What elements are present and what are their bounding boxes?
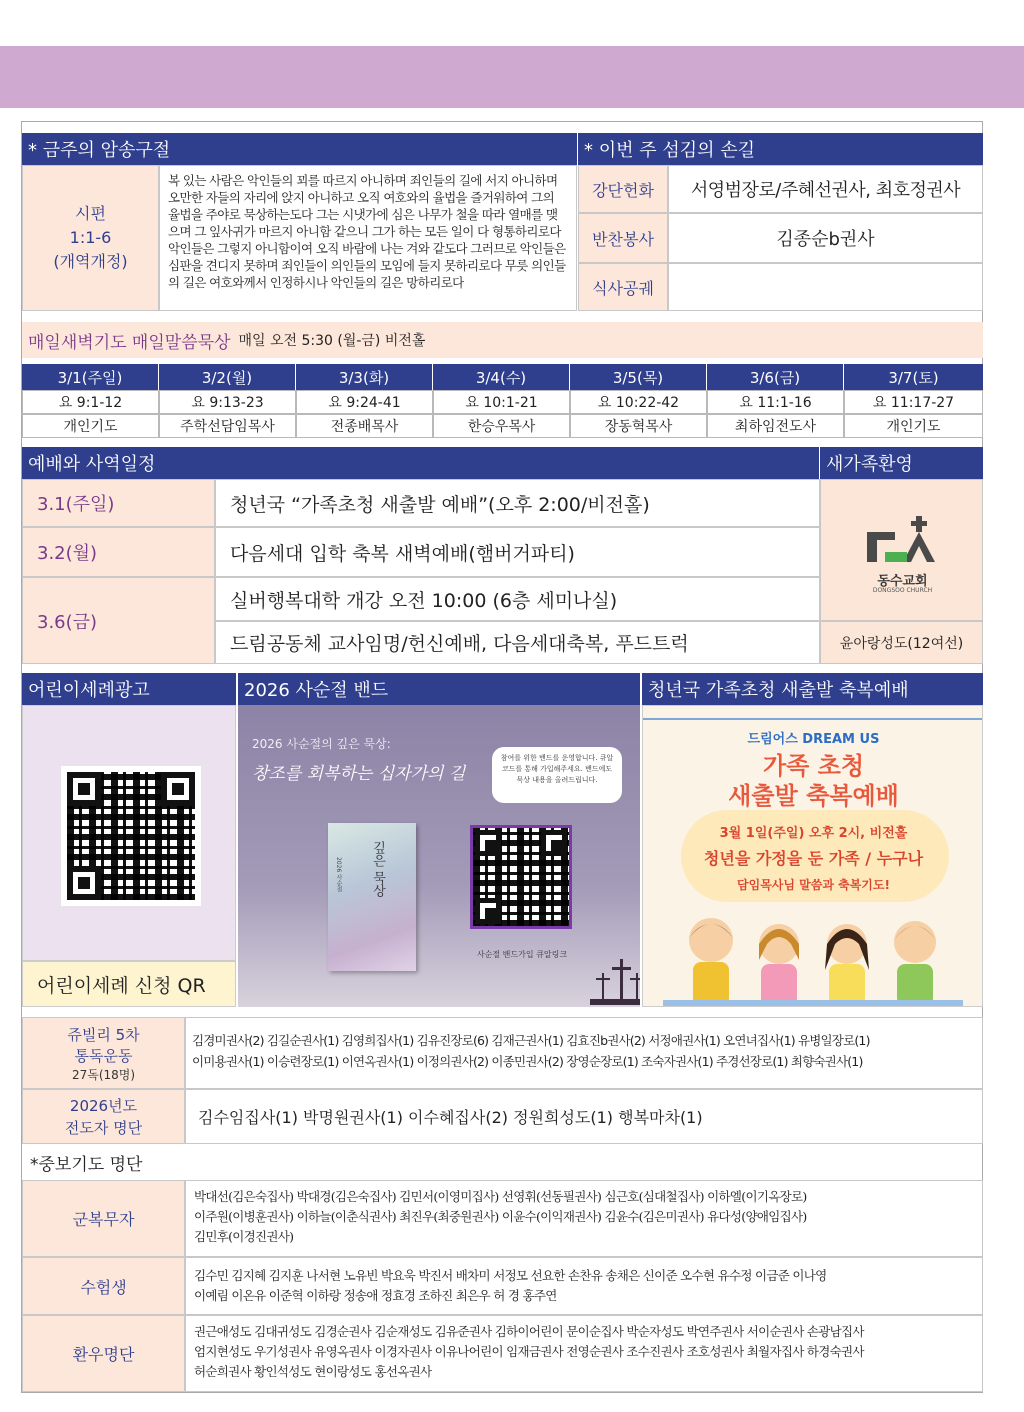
church-logo-text: 동수교회 (877, 574, 928, 589)
schedule-date: 3.1(주일) (22, 479, 215, 527)
intercession-label: 수험생 (22, 1257, 185, 1315)
band-title-small: 2026 사순절의 깊은 묵상: (252, 737, 391, 751)
dawn-date: 3/2(월) (159, 364, 296, 390)
youth-title2: 새출발 축복예배 (728, 782, 899, 810)
verse-ref-book: 시편 (75, 204, 106, 223)
youth-target: 청년을 가정을 둔 가족 / 누구나 (703, 849, 924, 868)
dawn-date: 3/6(금) (707, 364, 844, 390)
dawn-passage-row (22, 390, 983, 414)
youth-title1: 가족 초청 (762, 752, 865, 780)
schedule-event: 드림공동체 교사임명/헌신예배, 다음세대축복, 푸드트럭 (215, 621, 820, 664)
dawn-leader: 한승우목사 (433, 414, 570, 438)
service-label-sidedish: 반찬봉사 (578, 213, 668, 263)
band-speech-bubble: 참여를 위한 밴드를 운영합니다. 큐알코드를 통해 가입해주세요. 밴드에도 묵상 내용을 올려드립니다. (492, 747, 622, 803)
service-header: * 이번 주 섬김의 손길 (578, 133, 983, 165)
verse-ref-version: (개역개정) (53, 252, 128, 271)
youth-brand: 드림어스 DREAM US (747, 732, 880, 747)
dawn-passage: 요 9:1-12 (22, 390, 159, 414)
dawn-leader: 주학선담임목사 (159, 414, 296, 438)
schedule-date: 3.6(금) (22, 577, 215, 664)
band-qr-caption: 사순절 밴드가입 큐알링크 (476, 950, 568, 959)
dawn-leader: 최하임전도사 (707, 414, 844, 438)
intercession-line: 이주원(이병훈권사) 이하늘(이춘식권사) 최진우(최중원권사) 이윤수(이익재권사) 김윤수(김은미권사) 유다성(양애임집사) (194, 1209, 807, 1224)
intercession-line: 권근애성도 김대귀성도 김경순권사 김순재성도 김유준권사 김하이어린이 문이순집사 박순자성도 박연주권사 서이순권사 손광남집사 (194, 1324, 864, 1339)
evangelist-label-1: 2026년도 (69, 1096, 138, 1115)
band-panel (238, 705, 640, 1007)
band-header: 2026 사순절 밴드 (238, 673, 640, 705)
band-title-big: 창조를 회복하는 십자가의 길 (252, 764, 466, 784)
verse-ref-chapter: 1:1-6 (69, 228, 112, 247)
jubilee-line: 이미용권사(1) 이승련장로(1) 이연옥권사(1) 이정의권사(2) 이종민권사(2) 장영순장로(1) 조숙자권사(1) 주경선장로(1) 최향숙권사(1) (192, 1054, 863, 1069)
newfamily-header: 새가족환영 (820, 447, 983, 479)
dawn-passage: 요 11:1-16 (707, 390, 844, 414)
intercession-label: 환우명단 (22, 1315, 185, 1392)
intercession-line: 허순희권사 황인석성도 현이랑성도 홍선옥권사 (194, 1364, 432, 1379)
evangelist-label (22, 1089, 185, 1144)
youth-message: 담임목사님 말씀과 축복기도! (737, 878, 890, 892)
poster-top-border (643, 718, 983, 720)
verse-reference (22, 165, 159, 311)
service-label-flowers: 강단헌화 (578, 165, 668, 213)
intercession-names (185, 1315, 983, 1392)
band-book-year: 2026 사순절 (335, 857, 342, 893)
intercession-line: 엄지현성도 우기성권사 유영옥권사 이경자권사 이유나어린이 임재금권사 전영순권사 조수진권사 조호성권사 최월자집사 하경숙권사 (194, 1344, 864, 1359)
dawn-leader: 개인기도 (22, 414, 159, 438)
intercession-names (185, 1180, 983, 1257)
schedule-date: 3.2(월) (22, 527, 215, 577)
verse-text: 복 있는 사람은 악인들의 꾀를 따르지 아니하며 죄인들의 길에 서지 아니하며 오만한 자들의 자리에 앉지 아니하고 오직 여호와의 율법을 즐거워하여 그의 율법을 주야로 묵상하는도다 그는 시냇가에 심은 나무가 철을 따라 열매를 맺으며 그 잎사귀가 마르지 아니함 같으니 그가 하는 모든 일이 다 형통하리로다 악인들은 그렇지 아니함이여 오직 바람에 나는 겨와 같도다 그러므로 악인들은 심판을 견디지 못하며 죄인들이 의인들의 모임에 들지 못하리로다 무릇 의인들의 길은 여호와께서 인정하시나 악인들의 길은 망하리로다 (159, 165, 577, 311)
dawn-prayer-banner (22, 322, 983, 358)
youth-time: 3월 1일(주일) 오후 2시, 비전홀 (719, 826, 908, 841)
baptism-panel (22, 705, 236, 961)
schedule-header: 예배와 사역일정 (22, 447, 819, 479)
intercession-names (185, 1257, 983, 1315)
jubilee-label-3: 27독(18명) (71, 1067, 136, 1082)
dawn-date: 3/3(화) (296, 364, 433, 390)
intercession-line: 이예림 이온유 이준혁 이하랑 정송애 정효경 조하진 최은우 허 경 홍주연 (194, 1288, 557, 1303)
service-label-meal: 식사공궤 (578, 263, 668, 311)
schedule-event: 실버행복대학 개강 오전 10:00 (6층 세미나실) (215, 577, 820, 621)
crosses-icon (590, 955, 640, 1005)
jubilee-label (22, 1017, 185, 1089)
youth-poster (642, 705, 983, 1007)
schedule-event: 청년국 “가족초청 새출발 예배”(오후 2:00/비전홀) (215, 479, 820, 527)
dawn-passage: 요 10:1-21 (433, 390, 570, 414)
dawn-leader-row (22, 414, 983, 438)
baptism-caption: 어린이세례 신청 QR (22, 961, 236, 1007)
youth-header: 청년국 가족초청 새출발 축복예배 (642, 673, 983, 705)
children-illustration-icon (663, 910, 963, 1006)
dawn-subtitle: 매일 오전 5:30 (월-금) 비전홀 (238, 333, 426, 349)
verse-header: * 금주의 암송구절 (22, 133, 577, 165)
dawn-passage: 요 10:22-42 (570, 390, 707, 414)
band-qr-code[interactable] (470, 825, 572, 929)
baptism-qr-code[interactable] (61, 766, 201, 906)
jubilee-label-2: 통독운동 (74, 1046, 133, 1065)
service-value-sidedish: 김종순b권사 (668, 213, 983, 263)
dawn-leader: 개인기도 (844, 414, 983, 438)
dawn-date-row (22, 364, 983, 390)
dawn-table (22, 364, 983, 438)
dawn-passage: 요 11:17-27 (844, 390, 983, 414)
service-value-meal (668, 263, 983, 311)
dawn-passage: 요 9:24-41 (296, 390, 433, 414)
evangelist-label-2: 전도자 명단 (64, 1118, 143, 1137)
dawn-date: 3/5(목) (570, 364, 707, 390)
jubilee-label-1: 쥬빌리 5차 (67, 1025, 140, 1044)
intercession-line: 김민후(이경진권사) (194, 1229, 294, 1244)
intercession-label: 군복무자 (22, 1180, 185, 1257)
dawn-passage: 요 9:13-23 (159, 390, 296, 414)
jubilee-names (185, 1017, 983, 1089)
dawn-date: 3/4(수) (433, 364, 570, 390)
top-banner (0, 46, 1024, 108)
dawn-date: 3/7(토) (844, 364, 983, 390)
intercession-header: *중보기도 명단 (30, 1155, 143, 1175)
dawn-date: 3/1(주일) (22, 364, 159, 390)
evangelist-names: 김수임집사(1) 박명원권사(1) 이수혜집사(2) 정원희성도(1) 행복마차(1) (185, 1089, 983, 1144)
dawn-title: 매일새벽기도 매일말씀묵상 (28, 332, 231, 353)
dawn-leader: 장동혁목사 (570, 414, 707, 438)
newfamily-logo-box (820, 479, 983, 621)
schedule-event: 다음세대 입학 축복 새벽예배(햄버거파티) (215, 527, 820, 577)
church-logo-icon (863, 514, 943, 566)
jubilee-line: 김경미권사(2) 김길순권사(1) 김영희집사(1) 김유진장로(6) 김재근권사(1) 김효진b권사(2) 서정애권사(1) 오연녀집사(1) 유병일장로(1) (192, 1033, 870, 1048)
intercession-line: 김수민 김지혜 김지훈 나서현 노유빈 박요욱 박진서 배차미 서정모 선요한 손찬유 송채은 신이준 오수현 유수정 이금준 이나영 (194, 1268, 827, 1283)
newfamily-name: 윤아랑성도(12여선) (820, 621, 983, 664)
dawn-leader: 전종배목사 (296, 414, 433, 438)
band-book-title: 깊은 묵상 (370, 841, 385, 898)
service-value-flowers: 서영범장로/주혜선권사, 최호정권사 (668, 165, 983, 213)
intercession-line: 박대선(김은숙집사) 박대경(김은숙집사) 김민서(이영미집사) 선영휘(선동필권사) 심근호(심대철집사) 이하엘(이기옥장로) (194, 1189, 807, 1204)
band-book-cover (328, 823, 416, 971)
church-logo-subtext: DONGSOO CHURCH (872, 587, 933, 594)
baptism-header: 어린이세례광고 (22, 673, 236, 705)
